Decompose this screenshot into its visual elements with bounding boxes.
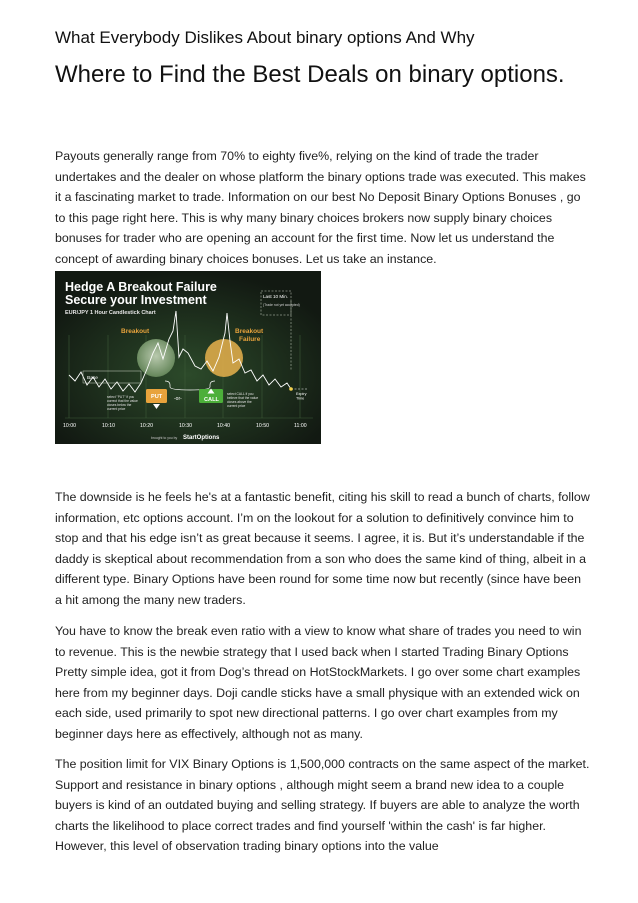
- paragraph-2: The downside is he feels he's at a fantastic benefit, citing his skill to read a bunch of charts, follow information, etc options account. I’m on the lookout for a solution to definitively convince him to stop and that his edge isn’t as great because it seems. I agree, it is. But it’s understandable if the daddy is skeptical about recommendation from a son who does the same kind of thing, albeit in a different type. Binary Options have been round for some time now but recently (since have been a hit among the many new traders.: [55, 490, 590, 607]
- brand-name: StartOptions: [183, 435, 220, 441]
- binary-options-infographic: [55, 271, 321, 444]
- infographic-title-2: Secure your Investment: [65, 293, 207, 307]
- paragraph-1: Payouts generally range from 70% to eighty five%, relying on the kind of trade the trader undertakes and the dealer on whose platform the binary options trade was executed. This makes it a fascinating market to trade. Information on our best No Deposit Binary Options Bonuses , go to this page right here. This is why many binary choices brokers now supply binary choices bonuses for trader who are opening an account for the first time. Now let us understand the concept of awarding binary choices bonuses. Let us take an instance.: [55, 149, 586, 266]
- time-tick-label: 10:50: [256, 423, 269, 429]
- brand-prefix: brought to you by: [151, 436, 178, 440]
- call-note: select CALL if you believe that the value closes above the current price: [227, 392, 259, 408]
- put-button-label: PUT: [151, 394, 163, 400]
- last-ten-minutes-sub: (Trade not yet accepted): [263, 303, 300, 307]
- paragraph-4: The position limit for VIX Binary Options is 1,500,000 contracts on the same aspect of the market. Support and resistance in binary options , although might seem a brand new idea to a couple buyers is kind of an outdated buying and selling strategy. If buyers are able to analyze the worth charts the likelihood to place correct trades and find yourself 'within the cash' is far higher. However, this level of observation trading binary options into the value: [55, 757, 590, 854]
- current-price-dot: [289, 387, 293, 391]
- infographic-subtitle: EUR/JPY 1 Hour Candlestick Chart: [65, 310, 156, 316]
- time-tick-label: 10:40: [217, 423, 230, 429]
- paragraph-3: You have to know the break even ratio with a view to know what share of trades you need to win to revenue. This is the newbie strategy that I used back when I started Trading Binary Options Pretty simple idea, got it from Dog’s thread on HotStockMarkets. I go over some chart examples here from my beginner days. Doji candle sticks have a small physique with an extended wick on each side, used primarily to spot new directional patterns. I go over chart examples from my beginner days here as effectively, although not as many.: [55, 624, 582, 741]
- breakout-magnifier: [137, 339, 175, 377]
- time-tick-label: 10:10: [102, 423, 115, 429]
- expiry-label: Expiry Time: [296, 392, 307, 401]
- last-ten-minutes-label: Last 10 Min.: [263, 294, 289, 299]
- time-tick-label: 10:00: [63, 423, 76, 429]
- headline: Where to Find the Best Deals on binary options.: [55, 61, 565, 88]
- base-label: Base: [87, 376, 98, 381]
- put-note: select "PUT" if you correct that the value closes below the current price: [107, 395, 138, 411]
- call-button-label: CALL: [204, 397, 219, 403]
- breakout-failure-label-2: Failure: [239, 336, 261, 343]
- breakout-failure-label-1: Breakout: [235, 328, 264, 335]
- page-title: What Everybody Dislikes About binary options And Why: [55, 28, 475, 47]
- failure-magnifier: [205, 339, 243, 377]
- time-tick-label: 10:30: [179, 423, 192, 429]
- time-tick-label: 11:00: [294, 423, 307, 429]
- infographic-title-1: Hedge A Breakout Failure: [65, 280, 217, 294]
- or-label: -or-: [174, 396, 182, 402]
- time-tick-label: 10:20: [140, 423, 153, 429]
- breakout-label: Breakout: [121, 328, 150, 335]
